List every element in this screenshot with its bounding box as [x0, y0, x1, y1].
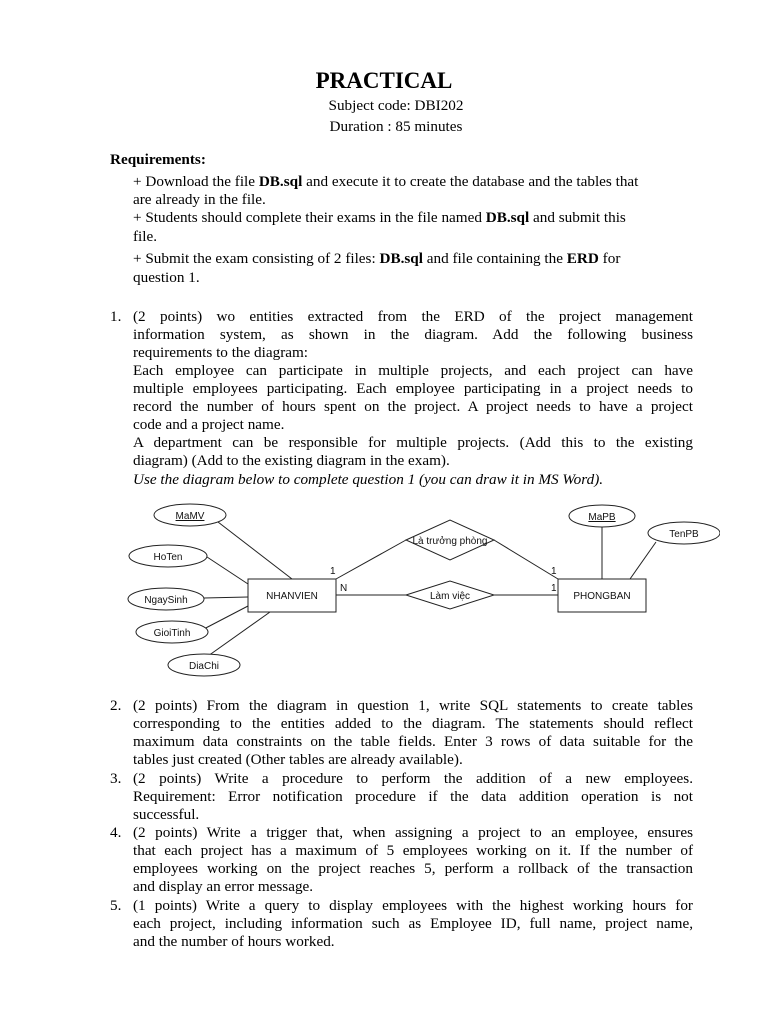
question-3-line: successful.: [133, 806, 200, 823]
duration: Duration : 85 minutes: [329, 118, 463, 135]
cardinality-label: 1: [330, 566, 336, 577]
requirement-3: [133, 250, 620, 268]
question-5-line: and the number of hours worked.: [133, 933, 335, 950]
question-1-line: A department can be responsible for multiple projects. (Add this to the existing: [133, 434, 693, 451]
relationship-lam-viec-label: Làm việc: [429, 591, 471, 602]
requirement-2-cont: file.: [133, 228, 158, 245]
requirement-text: for: [598, 250, 621, 267]
question-1-instruction: Use the diagram below to complete question 1 (you can draw it in MS Word).: [133, 471, 604, 488]
question-3-line: Requirement: Error notification procedure if the data addition operation is not: [133, 788, 693, 805]
cardinality-label: N: [340, 583, 348, 594]
attribute-gioitinh-label: GioiTinh: [153, 628, 191, 639]
question-1-line: information system, as shown in the diagram. Add the following business: [133, 326, 693, 343]
question-1-line: multiple employees participating. Each employee participating in a project needs to: [133, 380, 693, 397]
requirements-heading: Requirements:: [110, 151, 206, 168]
question-1-line: record the number of hours spent on the project. A project needs to have a project: [133, 398, 693, 415]
filename: DB.sql: [485, 209, 530, 226]
requirement-1-cont: are already in the file.: [133, 191, 266, 208]
question-4-line: (2 points) Write a trigger that, when assigning a project to an employee, ensures: [133, 824, 693, 841]
question-1-line: diagram) (Add to the existing diagram in the exam).: [133, 452, 450, 469]
question-3-number: 3.: [110, 770, 122, 787]
erd-diagram: [120, 498, 720, 684]
requirement-text: and submit this: [529, 209, 626, 226]
requirement-text: + Submit the exam consisting of 2 files:: [133, 250, 380, 267]
question-2-line: corresponding to the entities added to the diagram. The statements should reflect: [133, 715, 693, 732]
question-2-line: (2 points) From the diagram in question 1, write SQL statements to create tables: [133, 697, 693, 714]
question-4-line: employees working on the project reaches 5, perform a rollback of the transaction: [133, 860, 693, 877]
requirement-text: + Download the file: [133, 173, 259, 190]
question-5-line: (1 points) Write a query to display employees with the highest working hours for: [133, 897, 693, 914]
subject-code: Subject code: DBI202: [328, 97, 464, 114]
question-4-number: 4.: [110, 824, 122, 841]
erd-label: ERD: [566, 250, 599, 267]
question-3-line: (2 points) Write a procedure to perform the addition of a new employees.: [133, 770, 693, 787]
attribute-mapb-label: MaPB: [588, 512, 616, 523]
attribute-tenpb-label: TenPB: [669, 529, 699, 540]
attribute-ngaysinh-label: NgaySinh: [144, 595, 188, 606]
cardinality-label: 1: [551, 583, 557, 594]
question-2-number: 2.: [110, 697, 122, 714]
question-2-line: tables just created (Other tables are already available).: [133, 751, 463, 768]
requirement-1: [133, 173, 638, 191]
requirement-text: and file containing the: [422, 250, 567, 267]
question-4-line: that each project has a maximum of 5 employees working on it. If the number of: [133, 842, 693, 859]
question-5-number: 5.: [110, 897, 122, 914]
cardinality-label: 1: [551, 566, 557, 577]
attribute-diachi-label: DiaChi: [188, 661, 220, 672]
entity-nhanvien-label: NHANVIEN: [266, 591, 318, 602]
page-title: PRACTICAL: [315, 68, 453, 93]
question-2-line: maximum data constraints on the table fields. Enter 3 rows of data suitable for the: [133, 733, 693, 750]
filename: DB.sql: [258, 173, 303, 190]
filename: DB.sql: [379, 250, 423, 267]
question-1-line: code and a project name.: [133, 416, 285, 433]
requirement-2: [133, 209, 626, 227]
requirement-text: + Students should complete their exams in the file named: [133, 209, 486, 226]
question-1-line: Each employee can participate in multiple projects, and each project can have: [133, 362, 693, 379]
question-1-line: requirements to the diagram:: [133, 344, 309, 361]
relationship-truong-phong-label: Là trưởng phòng: [412, 536, 488, 547]
attribute-mamv-label: MaMV: [175, 511, 205, 522]
question-1-line: (2 points) wo entities extracted from the ERD of the project management: [133, 308, 693, 325]
attribute-hoten-label: HoTen: [153, 552, 183, 563]
entity-phongban-label: PHONGBAN: [573, 591, 631, 602]
question-5-line: each project, including information such as Employee ID, full name, project name,: [133, 915, 693, 932]
question-4-line: and display an error message.: [133, 878, 314, 895]
question-1-number: 1.: [110, 308, 122, 325]
requirement-text: and execute it to create the database and the tables that: [302, 173, 639, 190]
requirement-3-cont: question 1.: [133, 269, 200, 286]
